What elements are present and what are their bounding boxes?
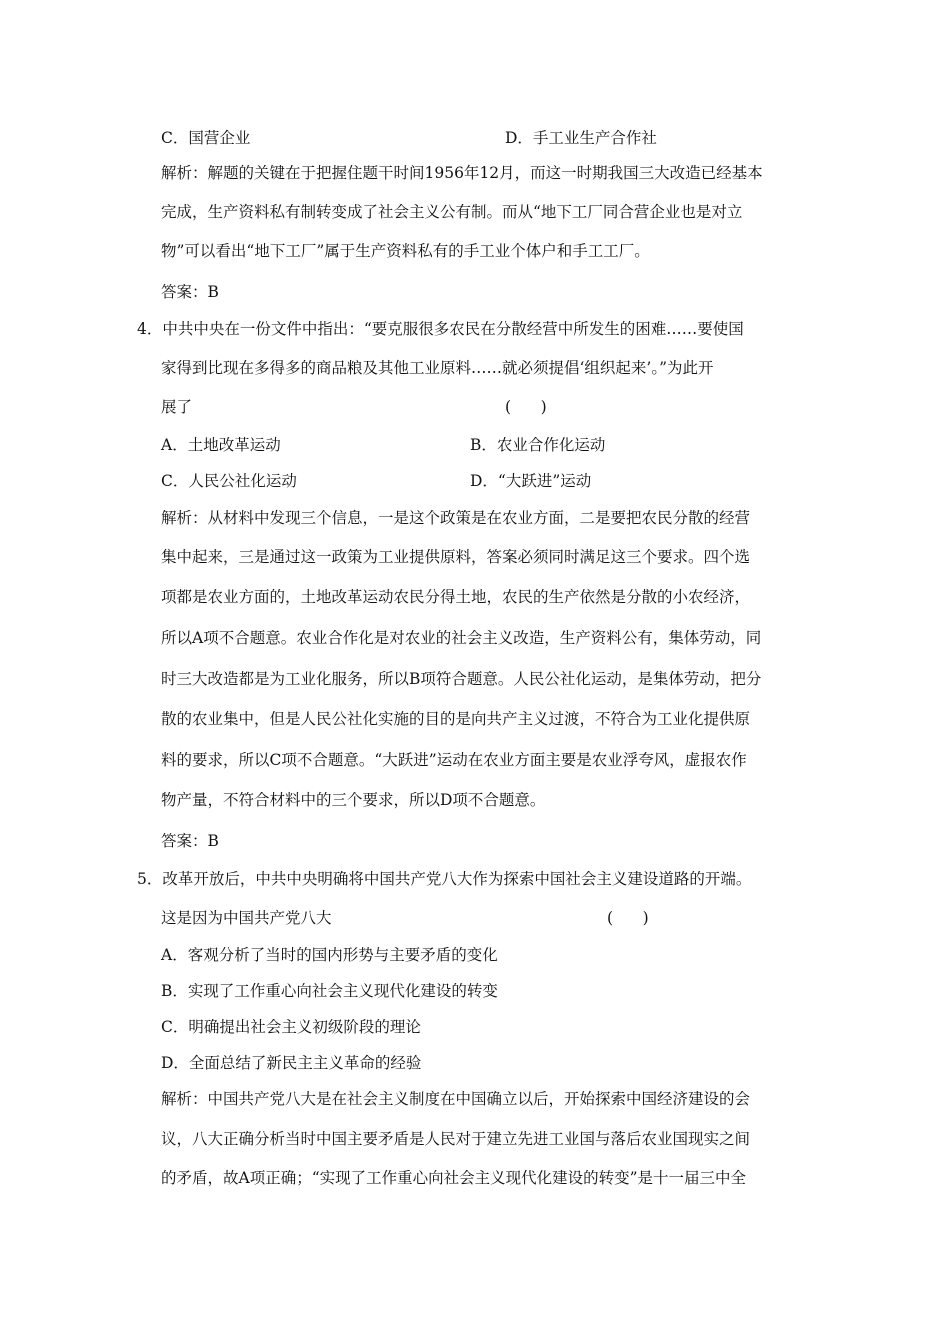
q4-option-d: D．“大跃进”运动 xyxy=(470,472,592,490)
q3-analysis-line: 物”可以看出“地下工厂”属于生产资料私有的手工业个体户和手工工厂。 xyxy=(161,242,650,260)
q3-analysis-line: 解析：解题的关键在于把握住题干时间1956年12月，而这一时期我国三大改造已经基本 xyxy=(161,164,763,182)
q5-analysis-line: 议，八大正确分析当时中国主要矛盾是人民对于建立先进工业国与落后农业国现实之间 xyxy=(161,1130,751,1148)
q4-option-b: B．农业合作化运动 xyxy=(470,436,606,454)
q4-answer: 答案：B xyxy=(161,832,219,850)
q3-option-d: D．手工业生产合作社 xyxy=(505,129,657,147)
q5-analysis-line: 的矛盾，故A项正确；“实现了工作重心向社会主义现代化建设的转变”是十一届三中全 xyxy=(161,1169,747,1187)
q5-option: A．客观分析了当时的国内形势与主要矛盾的变化 xyxy=(161,946,498,964)
q5-answer-blank: ( ) xyxy=(607,909,649,927)
q5-option: D．全面总结了新民主主义革命的经验 xyxy=(161,1054,422,1072)
q4-answer-blank: ( ) xyxy=(505,398,547,416)
q3-answer: 答案：B xyxy=(161,283,219,301)
q5-analysis-line: 解析：中国共产党八大是在社会主义制度在中国确立以后，开始探索中国经济建设的会 xyxy=(161,1090,751,1108)
q4-analysis-line: 料的要求，所以C项不合题意。“大跃进”运动在农业方面主要是农业浮夸风，虚报农作 xyxy=(161,751,747,769)
q4-option-c: C．人民公社化运动 xyxy=(161,472,297,490)
q4-stem-line: 4．中共中央在一份文件中指出：“要克服很多农民在分散经营中所发生的困难……要使国 xyxy=(137,320,744,338)
q4-analysis-line: 所以A项不合题意。农业合作化是对农业的社会主义改造，生产资料公有，集体劳动，同 xyxy=(161,629,762,647)
q3-analysis-line: 完成，生产资料私有制转变成了社会主义公有制。而从“地下工厂同合营企业也是对立 xyxy=(161,203,743,221)
q4-analysis-line: 时三大改造都是为工业化服务，所以B项符合题意。人民公社化运动，是集体劳动，把分 xyxy=(161,670,762,688)
q4-stem-line: 家得到比现在多得多的商品粮及其他工业原料……就必须提倡‘组织起来’。”为此开 xyxy=(161,359,714,377)
q5-option: C．明确提出社会主义初级阶段的理论 xyxy=(161,1018,421,1036)
q4-analysis-line: 散的农业集中，但是人民公社化实施的目的是向共产主义过渡，不符合为工业化提供原 xyxy=(161,710,751,728)
q4-analysis-line: 集中起来，三是通过这一政策为工业提供原料，答案必须同时满足这三个要求。四个选 xyxy=(161,548,751,566)
q5-stem-line: 5．改革开放后，中共中央明确将中国共产党八大作为探索中国社会主义建设道路的开端。 xyxy=(137,870,752,888)
q4-analysis-line: 物产量，不符合材料中的三个要求，所以D项不合题意。 xyxy=(161,791,546,809)
q4-stem-line: 展了 xyxy=(161,398,193,416)
q4-option-a: A．土地改革运动 xyxy=(161,436,281,454)
q3-option-c: C．国营企业 xyxy=(161,129,251,147)
q5-stem-line: 这是因为中国共产党八大 xyxy=(161,909,332,927)
q4-analysis-line: 项都是农业方面的，土地改革运动农民分得土地，农民的生产依然是分散的小农经济， xyxy=(161,588,751,606)
q4-analysis-line: 解析：从材料中发现三个信息，一是这个政策是在农业方面，二是要把农民分散的经营 xyxy=(161,509,751,527)
q5-option: B．实现了工作重心向社会主义现代化建设的转变 xyxy=(161,982,498,1000)
